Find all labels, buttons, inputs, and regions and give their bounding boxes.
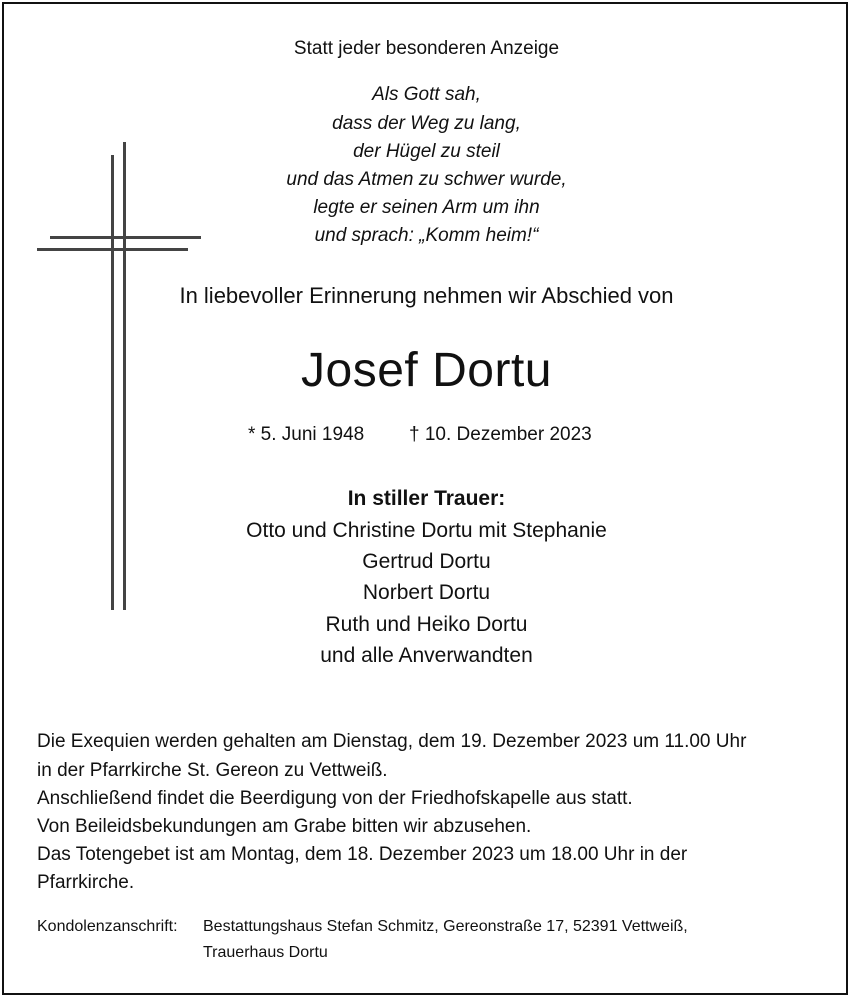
notice-line: in der Pfarrkirche St. Gereon zu Vettweiß. xyxy=(37,760,388,781)
notice-line: Pfarrkirche. xyxy=(37,872,135,893)
death-date: † 10. Dezember 2023 xyxy=(409,424,592,445)
condolence-label: Kondolenzanschrift: xyxy=(37,918,178,935)
announcement-header: Statt jeder besonderen Anzeige xyxy=(293,38,560,59)
notice-line: Das Totengebet ist am Montag, dem 18. Dezember 2023 um 18.00 Uhr in der xyxy=(37,844,688,865)
intro-text: In liebevoller Erinnerung nehmen wir Abschied von xyxy=(179,283,674,308)
mourner-name: Gertrud Dortu xyxy=(362,550,491,573)
poem-line: und das Atmen zu schwer wurde, xyxy=(286,169,567,190)
poem-line: und sprach: „Komm heim!“ xyxy=(314,225,539,246)
birth-date: * 5. Juni 1948 xyxy=(248,424,365,445)
condolence-line: Bestattungshaus Stefan Schmitz, Gereonstraße 17, 52391 Vettweiß, xyxy=(203,918,688,935)
mourners-title: In stiller Trauer: xyxy=(347,487,506,510)
notice-line: Von Beileidsbekundungen am Grabe bitten wir abzusehen. xyxy=(37,816,532,837)
mourner-name: Norbert Dortu xyxy=(362,581,491,604)
notice-line: Anschließend findet die Beerdigung von der Friedhofskapelle aus statt. xyxy=(37,788,633,809)
poem-line: dass der Weg zu lang, xyxy=(332,113,521,134)
mourner-name: und alle Anverwandten xyxy=(320,644,533,667)
poem-line: legte er seinen Arm um ihn xyxy=(313,197,540,218)
poem-line: Als Gott sah, xyxy=(372,84,481,105)
deceased-name: Josef Dortu xyxy=(301,344,552,397)
poem-line: der Hügel zu steil xyxy=(353,141,500,162)
mourner-name: Otto und Christine Dortu mit Stephanie xyxy=(246,519,607,542)
mourner-name: Ruth und Heiko Dortu xyxy=(325,613,528,636)
condolence-line: Trauerhaus Dortu xyxy=(203,944,328,961)
notice-line: Die Exequien werden gehalten am Dienstag, dem 19. Dezember 2023 um 11.00 Uhr xyxy=(37,731,747,752)
